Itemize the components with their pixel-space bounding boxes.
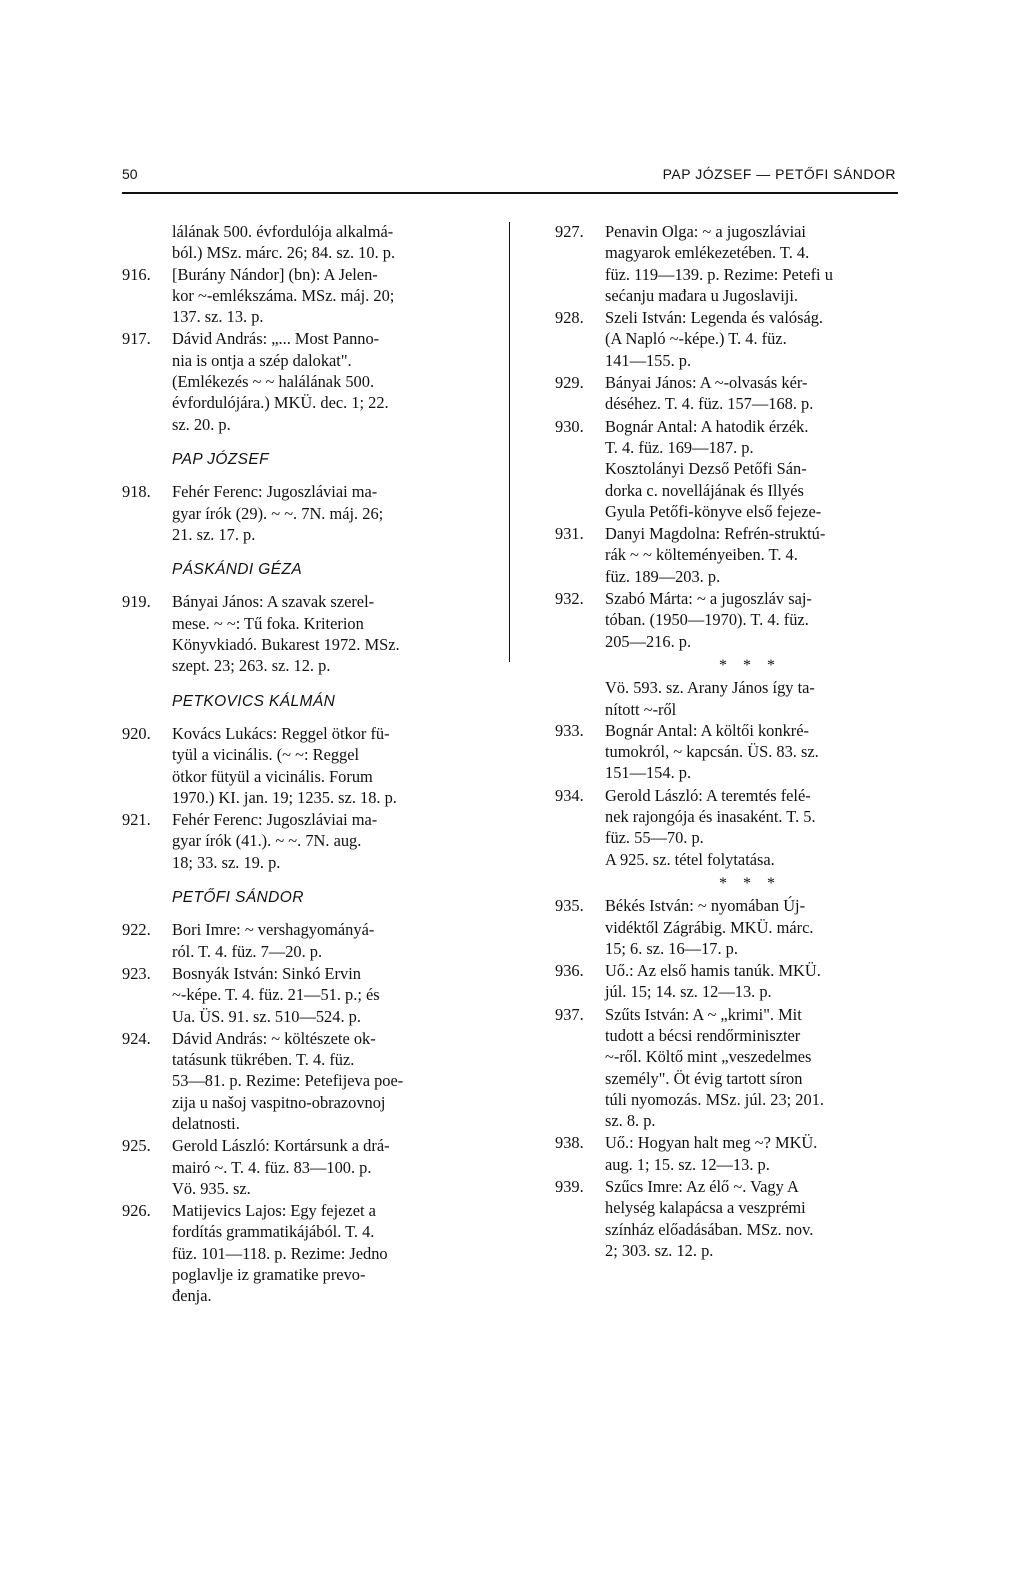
entry-916 bbox=[122, 264, 462, 328]
entry-935 bbox=[555, 895, 895, 959]
entry-928 bbox=[555, 307, 895, 371]
entry-number: 929. bbox=[555, 373, 584, 393]
entry-number: 928. bbox=[555, 308, 584, 328]
entry-936 bbox=[555, 960, 895, 1003]
section-heading-petofi-sandor: PETŐFI SÁNDOR bbox=[172, 889, 304, 907]
entry-number: 917. bbox=[122, 329, 151, 349]
running-title: PAP JÓZSEF — PETŐFI SÁNDOR bbox=[662, 166, 896, 182]
entry-text: Gerold László: A teremtés felé- nek rajongója és inasaként. T. 5. füz. 55—70. p. A 925. sz. tétel folytatása. bbox=[605, 785, 816, 869]
entry-930 bbox=[555, 416, 895, 522]
entry-931 bbox=[555, 523, 895, 587]
entry-number: 923. bbox=[122, 963, 151, 983]
entry-text: Fehér Ferenc: Jugoszláviai ma- gyar írók (41.). ~ ~. 7N. aug. 18; 33. sz. 19. p. bbox=[172, 810, 378, 872]
entry-number: 932. bbox=[555, 589, 584, 609]
entry-number: 935. bbox=[555, 896, 584, 916]
entry-text: Bányai János: A ~-olvasás kér- déséhez. T. 4. füz. 157—168. p. bbox=[605, 373, 814, 414]
entry-text: Békés István: ~ nyomában Új- vidéktől Zágrábig. MKÜ. márc. 15; 6. sz. 16—17. p. bbox=[605, 896, 814, 958]
entry-926 bbox=[122, 1200, 462, 1306]
entry-number: 936. bbox=[555, 961, 584, 981]
entry-number: 926. bbox=[122, 1201, 151, 1221]
entry-number: 922. bbox=[122, 920, 151, 940]
section-separator-stars: * * * bbox=[719, 874, 781, 892]
cross-reference: Vö. 593. sz. Arany János így ta- nított ~-ről bbox=[605, 678, 815, 719]
column-divider bbox=[509, 222, 510, 662]
right-column bbox=[555, 221, 895, 1262]
entry-933 bbox=[555, 720, 895, 784]
entry-text: Bori Imre: ~ vershagyományá- ról. T. 4. füz. 7—20. p. bbox=[172, 920, 375, 961]
entry-text: Penavin Olga: ~ a jugoszláviai magyarok emlékezetében. T. 4. füz. 119—139. p. Rezime: Petefi u sećanju mađara u Jugoslaviji. bbox=[605, 222, 833, 305]
entry-text: Matijevics Lajos: Egy fejezet a fordítás grammatikájából. T. 4. füz. 101—118. p. Rezime: Jedno poglavlje iz gramatike prevo- đenja. bbox=[172, 1201, 388, 1306]
section-heading-pap-jozsef: PAP JÓZSEF bbox=[172, 450, 270, 468]
entry-text: Bognár Antal: A hatodik érzék. T. 4. füz. 169—187. p. Kosztolányi Dezső Petőfi Sán- dorka c. novellájának és Illyés Gyula Petőfi-könyve első fejeze- bbox=[605, 416, 822, 521]
entry-939 bbox=[555, 1176, 895, 1261]
section-heading-paskandi-geza: PÁSKÁNDI GÉZA bbox=[172, 561, 303, 579]
entry-934 bbox=[555, 785, 895, 870]
left-column bbox=[122, 221, 462, 1308]
section-separator-stars: * * * bbox=[719, 656, 781, 674]
entry-921 bbox=[122, 809, 462, 873]
entry-text: Szabó Márta: ~ a jugoszláv saj- tóban. (1950—1970). T. 4. füz. 205—216. p. bbox=[605, 589, 812, 651]
entry-number: 937. bbox=[555, 1004, 584, 1024]
entry-text: Szűcs Imre: Az élő ~. Vagy A helység kalapácsa a veszprémi színház előadásában. MSz. nov. 2; 303. sz. 12. p. bbox=[605, 1177, 814, 1260]
running-header bbox=[122, 162, 898, 194]
entry-number: 930. bbox=[555, 416, 584, 436]
entry-937 bbox=[555, 1004, 895, 1132]
entry-number: 921. bbox=[122, 810, 151, 830]
entry-938 bbox=[555, 1132, 895, 1175]
entry-number: 918. bbox=[122, 482, 151, 502]
entry-920 bbox=[122, 723, 462, 808]
entry-text: Szeli István: Legenda és valóság. (A Napló ~-képe.) T. 4. füz. 141—155. p. bbox=[605, 308, 824, 370]
entry-text: Dávid András: „... Most Panno- nia is ontja a szép dalokat". (Emlékezés ~ ~ halálának 500. évfordulójára.) MKÜ. dec. 1; 22. sz. 20. p. bbox=[172, 329, 389, 434]
entry-text: Gerold László: Kortársunk a drá- mairó ~. T. 4. füz. 83—100. p. Vö. 935. sz. bbox=[172, 1136, 390, 1198]
entry-text: Kovács Lukács: Reggel ötkor fü- tyül a vicinális. (~ ~: Reggel ötkor fütyül a vicinális. Forum 1970.) KI. jan. 19; 1235. sz. 18. p. bbox=[172, 723, 397, 807]
entry-927 bbox=[555, 221, 895, 306]
entry-number: 925. bbox=[122, 1136, 151, 1156]
section-heading-petkovics-kalman: PETKOVICS KÁLMÁN bbox=[172, 692, 336, 710]
entry-929 bbox=[555, 372, 895, 415]
entry-number: 934. bbox=[555, 785, 584, 805]
entry-925 bbox=[122, 1135, 462, 1199]
entry-number: 933. bbox=[555, 720, 584, 740]
entry-number: 927. bbox=[555, 222, 584, 241]
entry-932 bbox=[555, 588, 895, 652]
entry-text: [Burány Nándor] (bn): A Jelen- kor ~-emlékszáma. MSz. máj. 20; 137. sz. 13. p. bbox=[172, 264, 395, 327]
page-number: 50 bbox=[122, 166, 138, 182]
entry-text: Bosnyák István: Sinkó Ervin ~-képe. T. 4. füz. 21—51. p.; és Ua. ÜS. 91. sz. 510—524. p. bbox=[172, 963, 380, 1026]
entry-text: Uő.: Hogyan halt meg ~? MKÜ. aug. 1; 15. sz. 12—13. p. bbox=[605, 1133, 818, 1174]
entry-number: 916. bbox=[122, 264, 151, 284]
entry-text: Szűts István: A ~ „krimi". Mit tudott a bécsi rendőrminiszter ~-ről. Költő mint „veszedelmes személy". Öt évig tartott síron túli nyomozás. MSz. júl. 23; 201. sz. 8. p. bbox=[605, 1004, 824, 1131]
entry-number: 938. bbox=[555, 1133, 584, 1153]
entry-number: 939. bbox=[555, 1177, 584, 1197]
entry-text: Bognár Antal: A költői konkré- tumokról, ~ kapcsán. ÜS. 83. sz. 151—154. p. bbox=[605, 720, 819, 783]
entry-text: Danyi Magdolna: Refrén-struktú- rák ~ ~ költeményeiben. T. 4. füz. 189—203. p. bbox=[605, 524, 826, 586]
entry-924 bbox=[122, 1028, 462, 1134]
entry-text: Dávid András: ~ költészete ok- tatásunk tükrében. T. 4. füz. 53—81. p. Rezime: Petefijeva poe- zija u našoj vaspitno-obrazovnoj delatnosti. bbox=[172, 1028, 404, 1133]
entry-number: 924. bbox=[122, 1028, 151, 1048]
entry-number: 920. bbox=[122, 723, 151, 743]
entry-number: 931. bbox=[555, 524, 584, 544]
entry-continuation: lálának 500. évfordulója alkalmá- ból.) MSz. márc. 26; 84. sz. 10. p. bbox=[172, 222, 396, 263]
entry-917 bbox=[122, 328, 462, 434]
entry-919 bbox=[122, 591, 462, 676]
entry-922 bbox=[122, 919, 462, 962]
entry-923 bbox=[122, 963, 462, 1027]
entry-text: Fehér Ferenc: Jugoszláviai ma- gyar írók (29). ~ ~. 7N. máj. 26; 21. sz. 17. p. bbox=[172, 482, 384, 544]
entry-text: Bányai János: A szavak szerel- mese. ~ ~: Tű foka. Kriterion Könyvkiadó. Bukarest 1972. MSz. szept. 23; 263. sz. 12. p. bbox=[172, 592, 400, 676]
entry-text: Uő.: Az első hamis tanúk. MKÜ. júl. 15; 14. sz. 12—13. p. bbox=[605, 961, 821, 1002]
entry-918 bbox=[122, 481, 462, 545]
entry-number: 919. bbox=[122, 592, 151, 612]
